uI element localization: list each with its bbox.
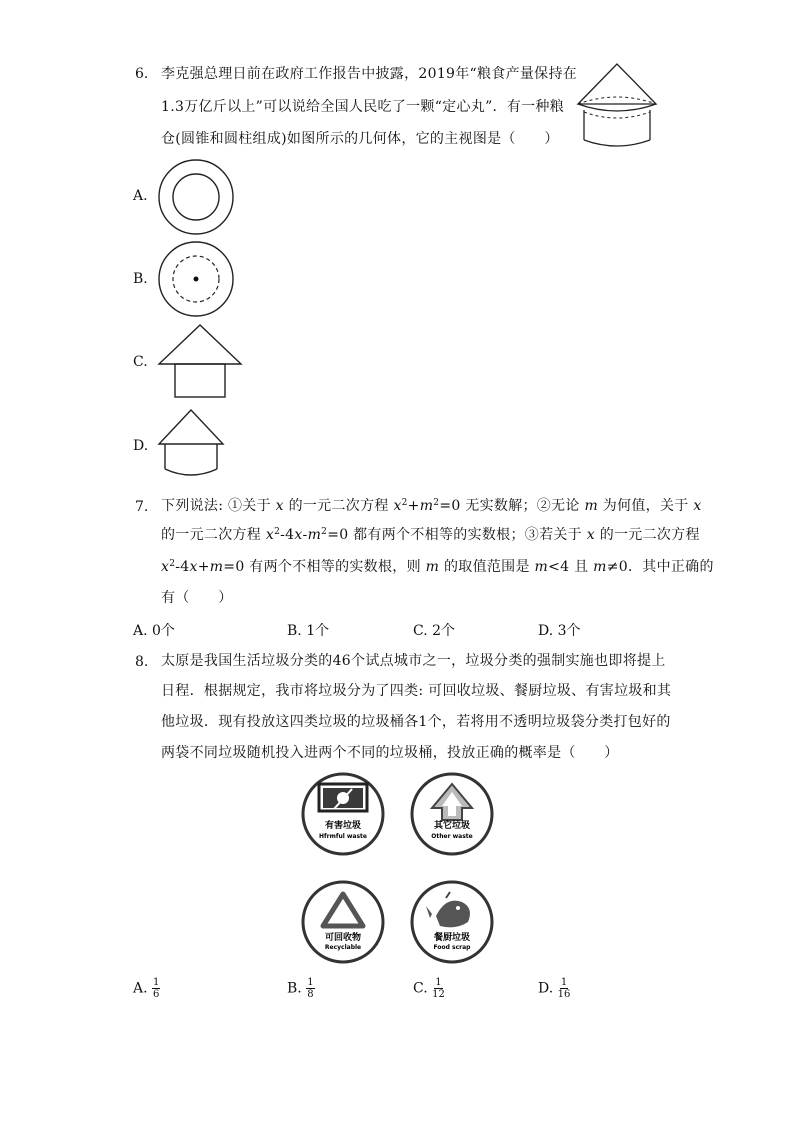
badge-other-en: Other waste: [431, 833, 473, 840]
option-8d[interactable]: D. $\frac{1}{16}$: [538, 977, 571, 1000]
harmful-waste-badge: [303, 774, 383, 854]
option-8a[interactable]: A. $\frac{1}{6}$: [133, 977, 160, 1000]
question-8-number: 8.: [135, 654, 149, 670]
option-6d-label[interactable]: D.: [133, 438, 149, 454]
badge-food-en: Food scrap: [433, 944, 471, 951]
question-7-line-3: $x^2-4x+m=0$ 有两个不相等的实数根，则 m 的取值范围是 m<4 且 m≠0．其中正确的: [161, 559, 714, 575]
waste-badges: [300, 770, 496, 966]
question-7-number: 7.: [135, 499, 149, 515]
question-6-line-2: 1.3万亿斤以上”可以说给全国人民吃了一颗“定心丸”．有一种粮: [161, 99, 565, 115]
fraction-8b: $\frac{1}{8}$: [307, 977, 314, 1000]
question-8-line-1: 太原是我国生活垃圾分类的46个试点城市之一，垃圾分类的强制实施也即将提上: [161, 653, 666, 669]
badge-food-cn: 餐厨垃圾: [433, 933, 471, 943]
option-8b[interactable]: B. $\frac{1}{8}$: [287, 977, 314, 1000]
question-8-line-3: 他垃圾．现有投放这四类垃圾的垃圾桶各1个，若将用不透明垃圾袋分类打包好的: [161, 714, 671, 730]
other-waste-badge: [412, 774, 492, 854]
badge-recyclable-cn: 可回收物: [324, 933, 362, 943]
granary-figure: [572, 60, 662, 152]
badge-recyclable-en: Recyclable: [324, 944, 362, 951]
option-8c[interactable]: C. $\frac{1}{12}$: [413, 977, 445, 1000]
question-6-line-3: 仓(圆锥和圆柱组成)如图所示的几何体，它的主视图是（ ）: [161, 131, 559, 147]
question-7-line-1: 下列说法: ①关于 x 的一元二次方程 $x^2+m^2=0$ 无实数解；②无论 m 为何值，关于 x: [161, 498, 702, 514]
question-6-line-1: 李克强总理日前在政府工作报告中披露，2019年“粮食产量保持在: [161, 66, 578, 82]
option-6c-figure[interactable]: [157, 322, 243, 402]
question-8-line-2: 日程．根据规定，我市将垃圾分为了四类: 可回收垃圾、餐厨垃圾、有害垃圾和其: [161, 683, 672, 699]
recyclable-badge: [303, 882, 383, 962]
option-6b-figure[interactable]: [157, 240, 237, 320]
option-7a[interactable]: A. 0个: [133, 623, 175, 639]
fraction-8d: $\frac{1}{16}$: [557, 977, 571, 1000]
fraction-8a: $\frac{1}{6}$: [153, 977, 160, 1000]
option-7c[interactable]: C. 2个: [413, 623, 456, 639]
question-7-line-2: 的一元二次方程 $x^2-4x-m^2=0$ 都有两个不相等的实数根；③若关于 x 的一元二次方程: [161, 527, 700, 543]
option-6a-label[interactable]: A.: [133, 188, 148, 204]
option-6b-label[interactable]: B.: [133, 271, 148, 287]
badge-harmful-cn: 有害垃圾: [324, 821, 362, 831]
option-6c-label[interactable]: C.: [133, 354, 148, 370]
question-7-line-4: 有（ ）: [161, 590, 233, 606]
badge-harmful-en: Hfrmful waste: [319, 833, 367, 840]
option-6d-figure[interactable]: [157, 407, 227, 481]
question-8-line-4: 两袋不同垃圾随机投入进两个不同的垃圾桶，投放正确的概率是（ ）: [161, 745, 619, 761]
question-6-number: 6.: [135, 66, 149, 82]
fraction-8c: $\frac{1}{12}$: [432, 977, 445, 1000]
option-7b[interactable]: B. 1个: [287, 623, 330, 639]
food-scrap-badge: [412, 882, 492, 962]
option-6a-figure[interactable]: [157, 158, 237, 238]
option-7d[interactable]: D. 3个: [538, 623, 581, 639]
badge-other-cn: 其它垃圾: [433, 821, 471, 831]
